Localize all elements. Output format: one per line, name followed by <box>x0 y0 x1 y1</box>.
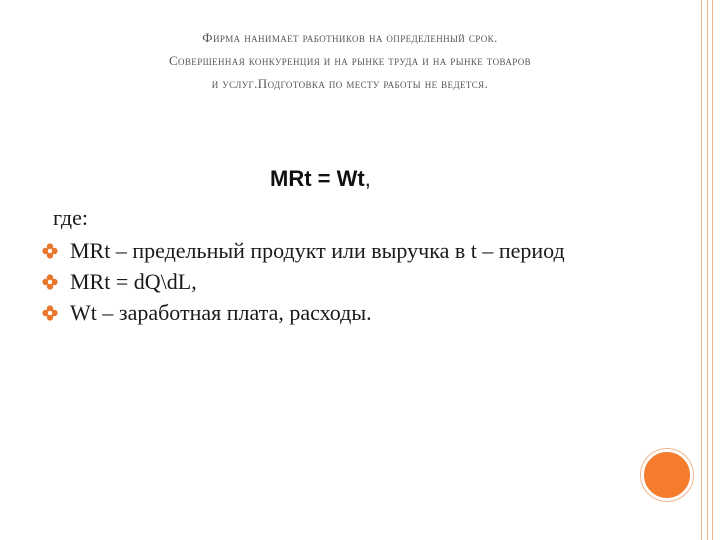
decorative-circle-icon <box>641 449 693 501</box>
bullet-list <box>42 235 642 328</box>
slide-title <box>20 26 680 95</box>
flower-bullet-icon <box>42 243 58 259</box>
formula-comma: , <box>364 166 371 191</box>
slide-border-line <box>707 0 708 540</box>
bullet-text: Wt – заработная плата, расходы. <box>70 300 372 325</box>
bullet-text: MRt – предельный продукт или выручка в t – период <box>70 238 565 263</box>
list-item <box>42 266 642 297</box>
formula-text: MRt = Wt <box>270 166 365 191</box>
flower-bullet-icon <box>42 274 58 290</box>
list-item <box>42 297 642 328</box>
bullet-text: MRt = dQ\dL, <box>70 269 197 294</box>
title-line-3: и услуг.Подготовка по месту работы не ведется. <box>211 76 489 91</box>
formula <box>270 166 371 192</box>
list-item <box>42 235 642 266</box>
title-line-2: Совершенная конкуренция и на рынке труда и на рынке товаров <box>168 53 532 68</box>
title-line-1: Фирма нанимает работников на определенный срок. <box>202 30 498 45</box>
flower-bullet-icon <box>42 305 58 321</box>
where-label: где: <box>53 205 88 230</box>
